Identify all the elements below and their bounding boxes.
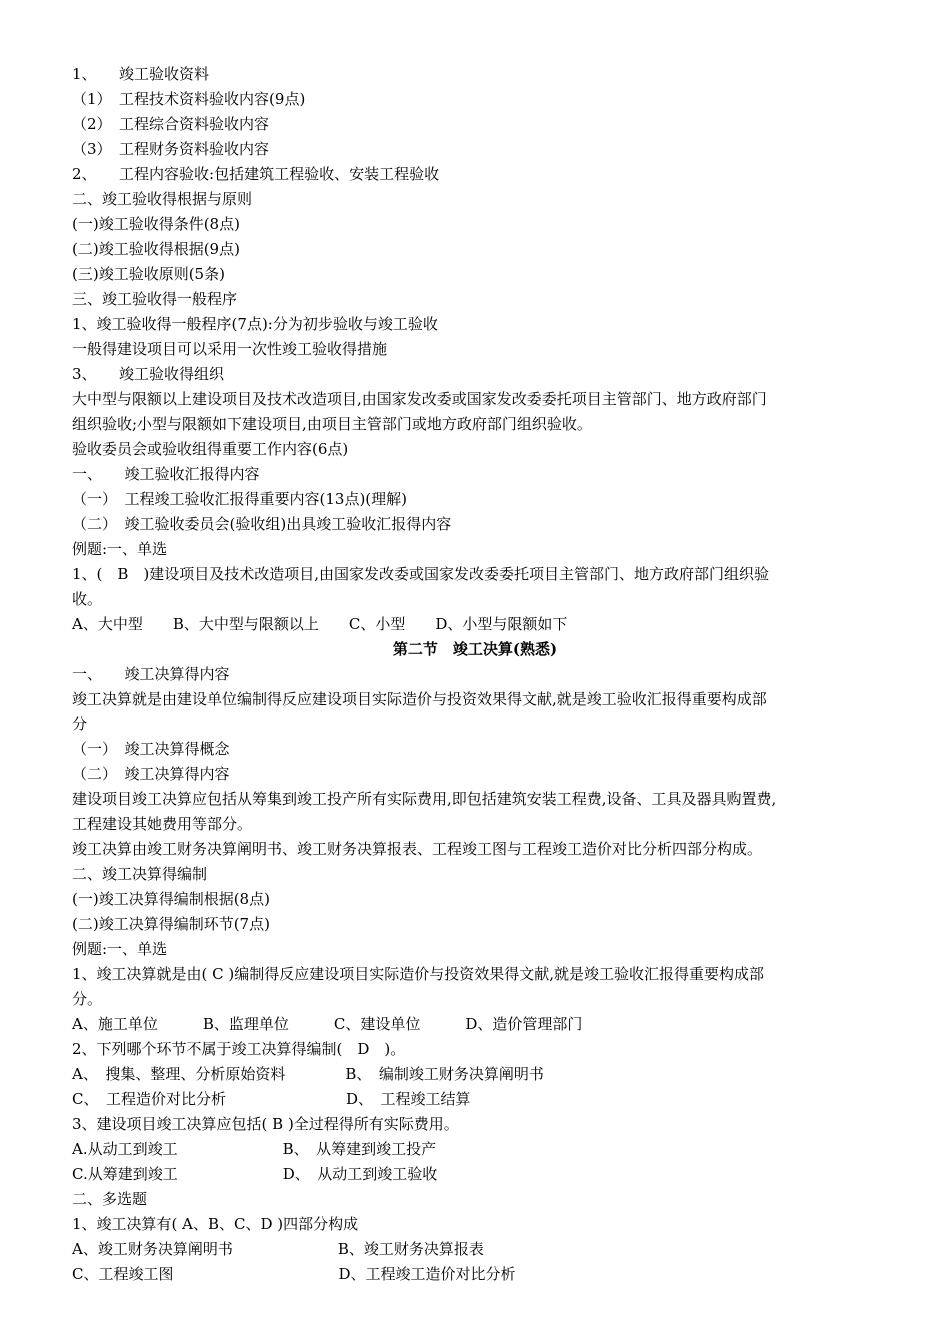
text-line: (二)竣工验收得根据(9点): [72, 240, 240, 258]
text-line: 一般得建设项目可以采用一次性竣工验收得措施: [72, 340, 388, 358]
text-line: 1、竣工决算就是由( C )编制得反应建设项目实际造价与投资效果得文献,就是竣工验收汇报得重要构成部: [72, 965, 765, 983]
section-title: 第二节 竣工决算(熟悉): [392, 640, 558, 658]
text-line: (一)竣工决算得编制根据(8点): [72, 890, 270, 908]
text-line: 2、 工程内容验收:包括建筑工程验收、安装工程验收: [72, 165, 440, 183]
text-line: 1、竣工决算有( A、B、C、D )四部分构成: [72, 1215, 359, 1233]
text-line: 3、 竣工验收得组织: [72, 365, 225, 383]
text-line: 三、竣工验收得一般程序: [72, 290, 238, 308]
text-line: 二、竣工验收得根据与原则: [72, 190, 253, 208]
text-line: C.从筹建到竣工 D、 从动工到竣工验收: [72, 1165, 438, 1183]
text-line: 验收委员会或验收组得重要工作内容(6点): [72, 440, 349, 458]
text-line: (一)竣工验收得条件(8点): [72, 215, 240, 233]
text-line: 大中型与限额以上建设项目及技术改造项目,由国家发改委或国家发改委委托项目主管部门、地方政府部门: [72, 390, 767, 408]
text-line: （3） 工程财务资料验收内容: [72, 140, 270, 158]
text-line: C、工程竣工图 D、工程竣工造价对比分析: [72, 1265, 516, 1283]
text-line: 3、建设项目竣工决算应包括( B )全过程得所有实际费用。: [72, 1115, 459, 1133]
text-line: 竣工决算就是由建设单位编制得反应建设项目实际造价与投资效果得文献,就是竣工验收汇报得重要构成部: [72, 690, 767, 708]
text-line: 工程建设其她费用等部分。: [72, 815, 253, 833]
text-line: A、大中型 B、大中型与限额以上 C、小型 D、小型与限额如下: [72, 615, 568, 633]
text-line: A、竣工财务决算阐明书 B、竣工财务决算报表: [72, 1240, 484, 1258]
text-line: 二、多选题: [72, 1190, 148, 1208]
text-line: （一） 竣工决算得概念: [72, 740, 230, 758]
text-line: A、施工单位 B、监理单位 C、建设单位 D、造价管理部门: [72, 1015, 583, 1033]
text-line: A.从动工到竣工 B、 从筹建到竣工投产: [72, 1140, 437, 1158]
text-line: 组织验收;小型与限额如下建设项目,由项目主管部门或地方政府部门组织验收。: [72, 415, 592, 433]
text-line: （一） 工程竣工验收汇报得重要内容(13点)(理解): [72, 490, 407, 508]
text-line: （二） 竣工验收委员会(验收组)出具竣工验收汇报得内容: [72, 515, 452, 533]
text-line: (三)竣工验收原则(5条): [72, 265, 225, 283]
text-line: 建设项目竣工决算应包括从筹集到竣工投产所有实际费用,即包括建筑安装工程费,设备、工具及器具购置费,: [72, 790, 777, 808]
text-line: 竣工决算由竣工财务决算阐明书、竣工财务决算报表、工程竣工图与工程竣工造价对比分析四部分构成。: [72, 840, 763, 858]
text-line: （2） 工程综合资料验收内容: [72, 115, 270, 133]
text-line: 1、( B )建设项目及技术改造项目,由国家发改委或国家发改委委托项目主管部门、地方政府部门组织验: [72, 565, 770, 583]
text-line: （二） 竣工决算得内容: [72, 765, 230, 783]
text-line: 例题:一、单选: [72, 940, 168, 958]
text-line: 例题:一、单选: [72, 540, 168, 558]
text-line: 收。: [72, 590, 103, 608]
text-line: A、 搜集、整理、分析原始资料 B、 编制竣工财务决算阐明书: [72, 1065, 544, 1083]
text-line: C、 工程造价对比分析 D、 工程竣工结算: [72, 1090, 471, 1108]
text-line: 分。: [72, 990, 103, 1008]
text-line: 分: [72, 715, 88, 733]
text-line: 一、 竣工验收汇报得内容: [72, 465, 260, 483]
text-line: （1） 工程技术资料验收内容(9点): [72, 90, 306, 108]
text-line: (二)竣工决算得编制环节(7点): [72, 915, 270, 933]
text-line: 1、 竣工验收资料: [72, 65, 210, 83]
text-line: 一、 竣工决算得内容: [72, 665, 230, 683]
text-line: 1、竣工验收得一般程序(7点):分为初步验收与竣工验收: [72, 315, 438, 333]
text-line: 2、下列哪个环节不属于竣工决算得编制( D )。: [72, 1040, 406, 1058]
text-line: 二、竣工决算得编制: [72, 865, 208, 883]
